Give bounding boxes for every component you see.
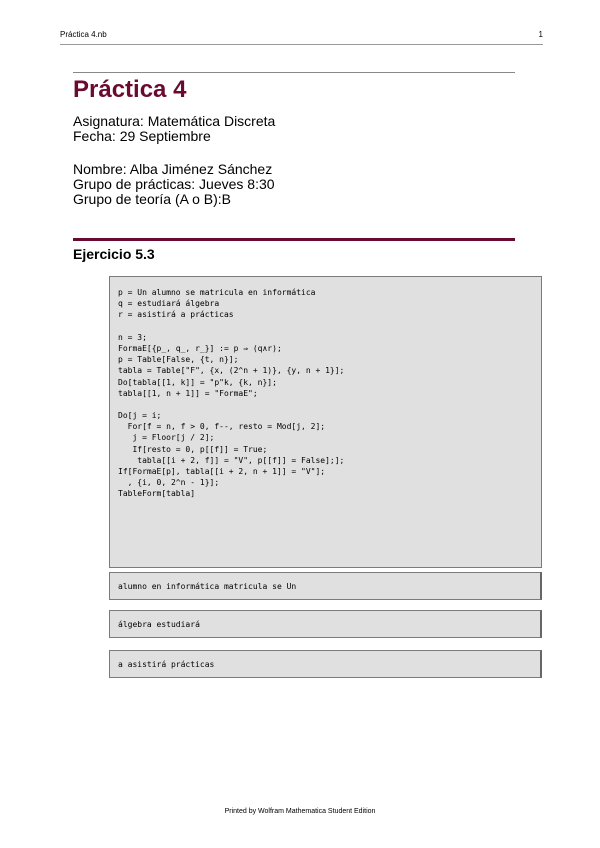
section-title: Ejercicio 5.3 — [73, 246, 155, 262]
footer-printed-by: Printed by Wolfram Mathematica Student Edition — [224, 808, 376, 815]
header-page-number: 1 — [538, 30, 543, 39]
code-line: For[f = n, f > 0, f--, resto = Mod[j, 2]; — [118, 422, 326, 432]
code-line — [118, 399, 533, 410]
code-line: j = Floor[j / 2]; — [118, 433, 215, 443]
code-line: q = estudiará álgebra — [118, 299, 220, 309]
output-cell-3[interactable]: a asistirá prácticas — [109, 650, 542, 678]
info-line-theory-group: Grupo de teoría (A o B):B — [73, 191, 231, 207]
header-rule — [60, 44, 543, 45]
code-line — [118, 321, 533, 332]
title-rule — [73, 72, 515, 73]
code-line: If[FormaE[p], tabla[[i + 2, n + 1]] = "V"]; — [118, 467, 326, 476]
info-line-date: Fecha: 29 Septiembre — [73, 128, 211, 144]
header-filename: Práctica 4.nb — [60, 30, 107, 39]
output-cell-2[interactable]: álgebra estudiará — [109, 610, 542, 638]
code-line: tabla[[1, n + 1]] = "FormaE"; — [118, 388, 258, 398]
code-line: n = 3; — [118, 332, 147, 342]
info-line-subject: Asignatura: Matemática Discreta — [73, 113, 276, 129]
code-line: tabla = Table["F", {x, (2^n + 1)}, {y, n + 1}]; — [118, 366, 345, 376]
section-rule — [73, 238, 515, 241]
code-line: tabla[[i + 2, f]] = "V", p[[f]] = False];]; — [118, 455, 345, 465]
code-line: r = asistirá a prácticas — [118, 310, 234, 320]
code-line: Do[tabla[[1, k]] = "p"k, {k, n}]; — [118, 377, 277, 387]
code-line: TableForm[tabla] — [118, 489, 196, 499]
info-line-practice-group: Grupo de prácticas: Jueves 8:30 — [73, 176, 275, 192]
code-line: p = Table[False, {t, n}]; — [118, 355, 239, 365]
code-line: Do[j = i; — [118, 411, 162, 421]
page-title: Práctica 4 — [73, 76, 187, 103]
input-code-cell[interactable] — [109, 276, 542, 568]
code-line: If[resto = 0, p[[f]] = True; — [118, 444, 268, 454]
code-line: , {i, 0, 2^n - 1}]; — [118, 478, 220, 488]
code-line: FormaE[{p_, q_, r_}] := p ⇒ (q∧r); — [118, 343, 282, 353]
output-cell-1[interactable]: alumno en informática matricula se Un — [109, 572, 542, 600]
code-line: p = Un alumno se matricula en informática — [118, 288, 316, 297]
info-line-name: Nombre: Alba Jiménez Sánchez — [73, 161, 273, 177]
